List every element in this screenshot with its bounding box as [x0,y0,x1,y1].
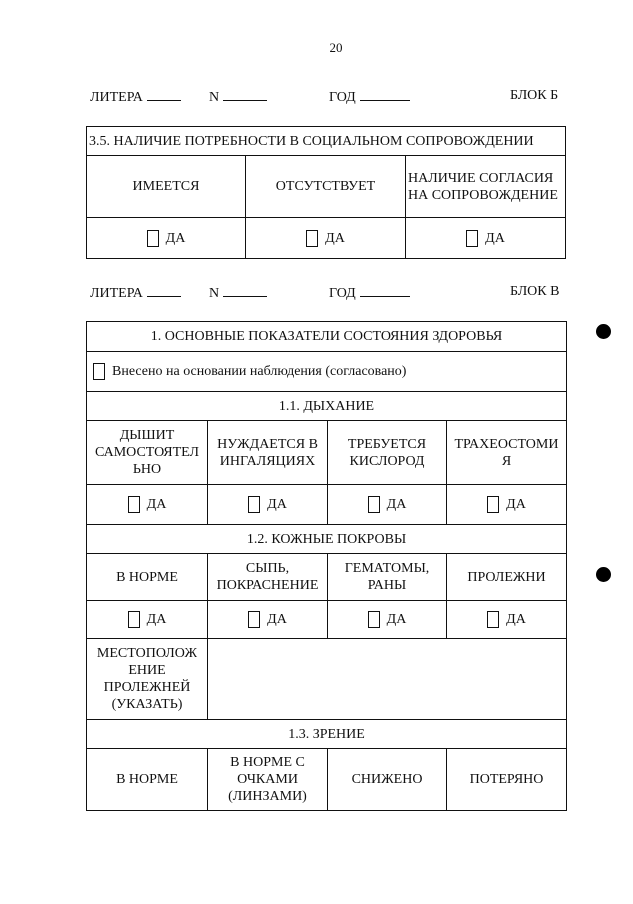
skin-normal-yes[interactable]: ДА [87,601,207,638]
absent-checkbox[interactable] [306,230,318,247]
skin-title: 1.2. КОЖНЫЕ ПОКРОВЫ [246,531,407,547]
breathing-col-oxygen: ТРЕБУЕТСЯ КИСЛОРОД [347,436,427,469]
skin-col-bruises: ГЕМАТОМЫ, РАНЫ [344,561,430,593]
col-exists: ИМЕЕТСЯ [132,179,200,194]
exists-yes-option[interactable]: ДА [87,218,245,258]
litera-label-v: ЛИТЕРА [90,284,181,302]
number-blank-v[interactable] [223,284,267,297]
skin-rash-checkbox[interactable] [248,611,260,628]
breathing-oxygen-yes[interactable]: ДА [328,485,446,524]
skin-bruises-checkbox[interactable] [368,611,380,628]
year-label-b: ГОД [329,88,410,106]
breathing-col-inhalation: НУЖДАЕТСЯ В ИНГАЛЯЦИЯХ [217,436,318,469]
bedsore-location-label: МЕСТОПОЛОЖ ЕНИЕ ПРОЛЕЖНЕЙ (УКАЗАТЬ) [96,646,198,712]
social-support-title: 3.5. НАЛИЧИЕ ПОТРЕБНОСТИ В СОЦИАЛЬНОМ СОПРОВОЖДЕНИИ [89,133,534,149]
skin-rash-yes[interactable]: ДА [208,601,327,638]
page-number: 20 [329,40,343,55]
breathing-self-checkbox[interactable] [128,496,140,513]
skin-bedsores-yes[interactable]: ДА [447,601,566,638]
absent-yes-option[interactable]: ДА [246,218,405,258]
breathing-self-yes[interactable]: ДА [87,485,207,524]
skin-col-normal: В НОРМЕ [116,569,178,585]
breathing-inhalation-yes[interactable]: ДА [208,485,327,524]
skin-col-bedsores: ПРОЛЕЖНИ [467,569,546,585]
skin-bruises-yes[interactable]: ДА [328,601,446,638]
consent-checkbox[interactable] [466,230,478,247]
litera-blank-v[interactable] [147,284,181,297]
skin-col-rash: СЫПЬ, ПОКРАСНЕНИЕ [216,561,319,593]
breathing-oxygen-checkbox[interactable] [368,496,380,513]
breathing-tracheostomy-checkbox[interactable] [487,496,499,513]
col-consent: НАЛИЧИЕ СОГЛАСИЯ НА СОПРОВОЖДЕНИЕ [408,170,558,203]
number-label-b: N [209,88,267,106]
litera-label-b: ЛИТЕРА [90,88,181,106]
binder-hole-mark [596,567,611,582]
consent-yes-option[interactable]: ДА [406,218,565,258]
exists-checkbox[interactable] [147,230,159,247]
litera-blank-b[interactable] [147,88,181,101]
skin-normal-checkbox[interactable] [128,611,140,628]
observation-option[interactable]: Внесено на основании наблюдения (согласовано) [87,352,566,391]
observation-checkbox[interactable] [93,363,105,380]
vision-col-normal: В НОРМЕ [116,772,178,787]
vision-title: 1.3. ЗРЕНИЕ [288,726,365,742]
number-blank-b[interactable] [223,88,267,101]
number-label-v: N [209,284,267,302]
breathing-tracheostomy-yes[interactable]: ДА [447,485,566,524]
block-label-v: БЛОК В [510,284,560,299]
bedsore-location-field[interactable] [208,639,566,719]
col-absent: ОТСУТСТВУЕТ [275,179,376,194]
year-label-v: ГОД [329,284,410,302]
vision-col-reduced: СНИЖЕНО [351,772,423,787]
binder-hole-mark [596,324,611,339]
block-label-b: БЛОК Б [510,88,559,103]
health-title: 1. ОСНОВНЫЕ ПОКАЗАТЕЛИ СОСТОЯНИЯ ЗДОРОВЬЯ [150,329,503,344]
breathing-title: 1.1. ДЫХАНИЕ [278,398,375,414]
breathing-inhalation-checkbox[interactable] [248,496,260,513]
vision-col-lost: ПОТЕРЯНО [469,772,544,787]
skin-bedsores-checkbox[interactable] [487,611,499,628]
year-blank-v[interactable] [360,284,410,297]
breathing-col-tracheostomy: ТРАХЕОСТОМИ Я [454,436,559,469]
vision-col-glasses: В НОРМЕ С ОЧКАМИ (ЛИНЗАМИ) [228,755,307,804]
year-blank-b[interactable] [360,88,410,101]
breathing-col-self: ДЫШИТ САМОСТОЯТЕЛ ЬНО [94,428,200,477]
